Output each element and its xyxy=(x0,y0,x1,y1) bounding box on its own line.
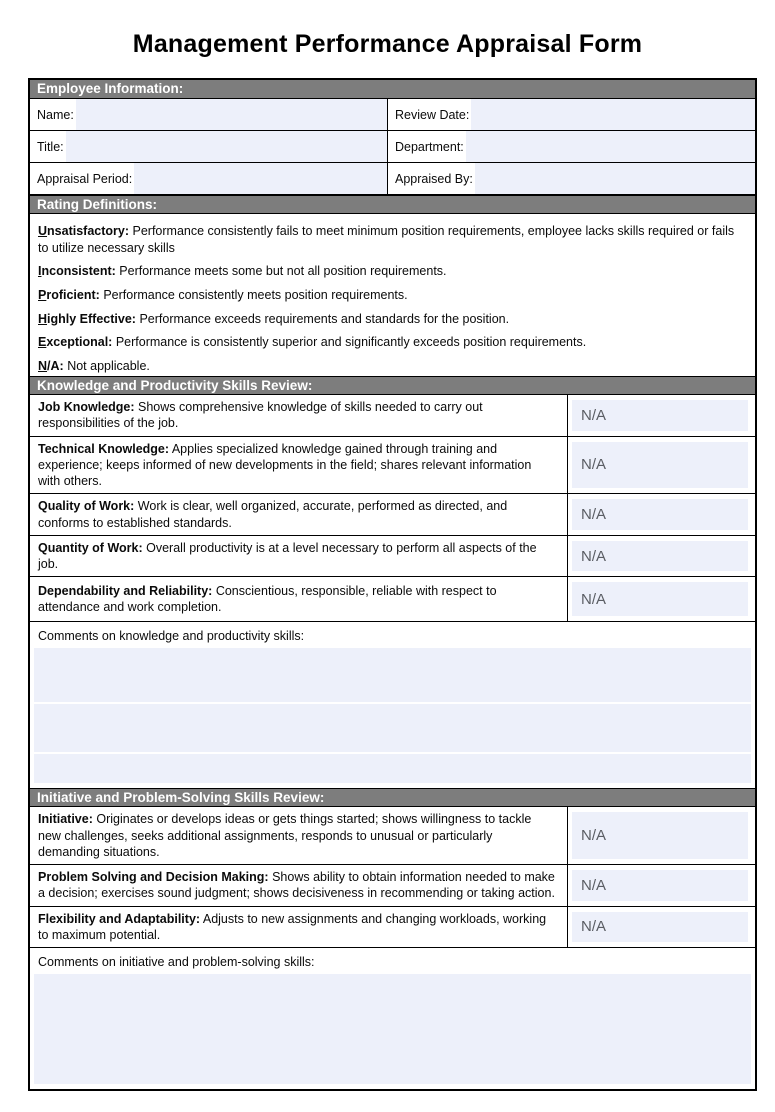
title-label: Title: xyxy=(37,139,64,154)
review-date-label: Review Date: xyxy=(395,107,470,122)
title-input[interactable] xyxy=(66,131,387,162)
definition-highly-effective: Highly Effective: Performance exceeds requirements and standards for the position. xyxy=(38,311,510,326)
appraised-by-input[interactable] xyxy=(475,163,755,194)
skill-description: Flexibility and Adaptability: Adjusts to new assignments and changing workloads, working to maximum potential. xyxy=(38,911,547,942)
employee-info-cell xyxy=(30,131,388,163)
skill-row-dependability xyxy=(30,577,755,622)
employee-info-cell xyxy=(388,99,755,131)
appraisal-period-input[interactable] xyxy=(134,163,387,194)
definition-term: P xyxy=(38,287,47,302)
appraisal-period-label: Appraisal Period: xyxy=(37,171,133,186)
rating-select-technical-knowledge[interactable]: N/A xyxy=(572,442,748,489)
rating-select-job-knowledge[interactable]: N/A xyxy=(572,400,748,431)
skill-term: Quality of Work: xyxy=(38,499,135,514)
definition-text: Not applicable. xyxy=(67,358,150,373)
definition-exceptional: Exceptional: Performance is consistently superior and significantly exceeds position requirements. xyxy=(38,335,587,350)
definition-term: I xyxy=(38,264,42,279)
definition-na: N/A: Not applicable. xyxy=(38,358,150,373)
definition-text: Performance consistently meets position requirements. xyxy=(103,287,408,302)
definition-text: Performance meets some but not all position requirements. xyxy=(119,264,447,279)
employee-info-cell xyxy=(30,99,388,131)
department-input[interactable] xyxy=(466,131,755,162)
page-title: Management Performance Appraisal Form xyxy=(132,30,643,58)
comment-line[interactable] xyxy=(34,648,751,702)
rating-select-problem-solving[interactable]: N/A xyxy=(572,870,748,901)
rating-select-quality-of-work[interactable]: N/A xyxy=(572,499,748,530)
rating-select-flexibility[interactable]: N/A xyxy=(572,912,748,943)
initiative-comments-label: Comments on initiative and problem-solving skills: xyxy=(38,955,315,969)
definition-text: Performance exceeds requirements and standards for the position. xyxy=(139,311,510,326)
definition-term: U xyxy=(38,224,48,238)
skill-row-flexibility xyxy=(30,907,755,949)
skill-description: Dependability and Reliability: Conscientious, responsible, reliable with respect to attendance and work completion. xyxy=(38,584,497,615)
initiative-comments-section xyxy=(30,948,755,1089)
skill-term: Job Knowledge: xyxy=(38,400,135,414)
appraised-by-label: Appraised By: xyxy=(395,171,473,186)
definition-unsatisfactory: Unsatisfactory: Performance consistently fails to meet minimum position requirements, employee lacks skills required or fails to utilize necessary skills xyxy=(38,224,735,255)
skill-row-quantity-of-work xyxy=(30,536,755,578)
skill-row-technical-knowledge xyxy=(30,437,755,495)
employee-info-cell xyxy=(388,131,755,163)
section-header-knowledge-review: Knowledge and Productivity Skills Review: xyxy=(30,376,755,395)
skill-description: Technical Knowledge: Applies specialized knowledge gained through training and experience; keeps informed of new developments in the field; shares relevant information with others. xyxy=(38,441,532,488)
comment-line[interactable] xyxy=(34,704,751,752)
skill-term: Quantity of Work: xyxy=(38,540,143,555)
section-header-initiative-review: Initiative and Problem-Solving Skills Review: xyxy=(30,788,755,807)
rating-select-initiative[interactable]: N/A xyxy=(572,812,748,859)
comment-line[interactable] xyxy=(34,974,751,1084)
skill-description: Initiative: Originates or develops ideas or gets things started; shows willingness to tackle new challenges, seeks additional assignments, responds to unusual or particularly demanding situations. xyxy=(38,812,532,859)
rating-select-dependability[interactable]: N/A xyxy=(572,582,748,616)
skill-row-job-knowledge xyxy=(30,395,755,437)
employee-info-grid xyxy=(30,99,755,195)
skill-term: Technical Knowledge: xyxy=(38,441,170,456)
knowledge-comments-label: Comments on knowledge and productivity skills: xyxy=(38,629,305,644)
definition-text: Performance consistently fails to meet minimum position requirements, employee lacks skills required or fails to utilize necessary skills xyxy=(38,224,735,255)
skill-term: Dependability and Reliability: xyxy=(38,584,213,598)
rating-definitions-list xyxy=(30,214,755,376)
appraisal-form xyxy=(28,78,757,1091)
skill-term: Initiative: xyxy=(38,812,93,827)
definition-term: E xyxy=(38,335,47,350)
rating-select-quantity-of-work[interactable]: N/A xyxy=(572,541,748,572)
comment-line[interactable] xyxy=(34,754,751,783)
skill-description: Job Knowledge: Shows comprehensive knowledge of skills needed to carry out responsibilities of the job. xyxy=(38,400,483,431)
department-label: Department: xyxy=(395,139,464,154)
definition-proficient: Proficient: Performance consistently meets position requirements. xyxy=(38,287,408,302)
skill-row-problem-solving xyxy=(30,865,755,907)
definition-term: H xyxy=(38,311,48,326)
review-date-input[interactable] xyxy=(471,99,755,130)
section-header-employee-information: Employee Information: xyxy=(30,80,755,99)
definition-term: N xyxy=(38,358,48,373)
name-label: Name: xyxy=(37,107,74,122)
skill-description: Quantity of Work: Overall productivity is at a level necessary to perform all aspects of the job. xyxy=(38,540,537,571)
skill-description: Quality of Work: Work is clear, well organized, accurate, performed as directed, and conforms to established standards. xyxy=(38,499,508,530)
skill-row-quality-of-work xyxy=(30,494,755,536)
employee-info-cell xyxy=(30,163,388,195)
skill-row-initiative xyxy=(30,807,755,865)
definition-inconsistent: Inconsistent: Performance meets some but not all position requirements. xyxy=(38,264,447,279)
knowledge-comments-textarea[interactable] xyxy=(34,648,751,783)
skill-term: Problem Solving and Decision Making: xyxy=(38,870,269,884)
definition-text: Performance is consistently superior and significantly exceeds position requirements. xyxy=(115,335,587,350)
employee-info-cell xyxy=(388,163,755,195)
section-header-rating-definitions: Rating Definitions: xyxy=(30,195,755,214)
knowledge-comments-section xyxy=(30,622,755,788)
skill-description: Problem Solving and Decision Making: Shows ability to obtain information needed to make a decision; exercises sound judgment; shows decisiveness in recommending or taking action. xyxy=(38,870,555,901)
initiative-comments-textarea[interactable] xyxy=(34,974,751,1084)
name-input[interactable] xyxy=(76,99,387,130)
skill-term: Flexibility and Adaptability: xyxy=(38,911,201,926)
